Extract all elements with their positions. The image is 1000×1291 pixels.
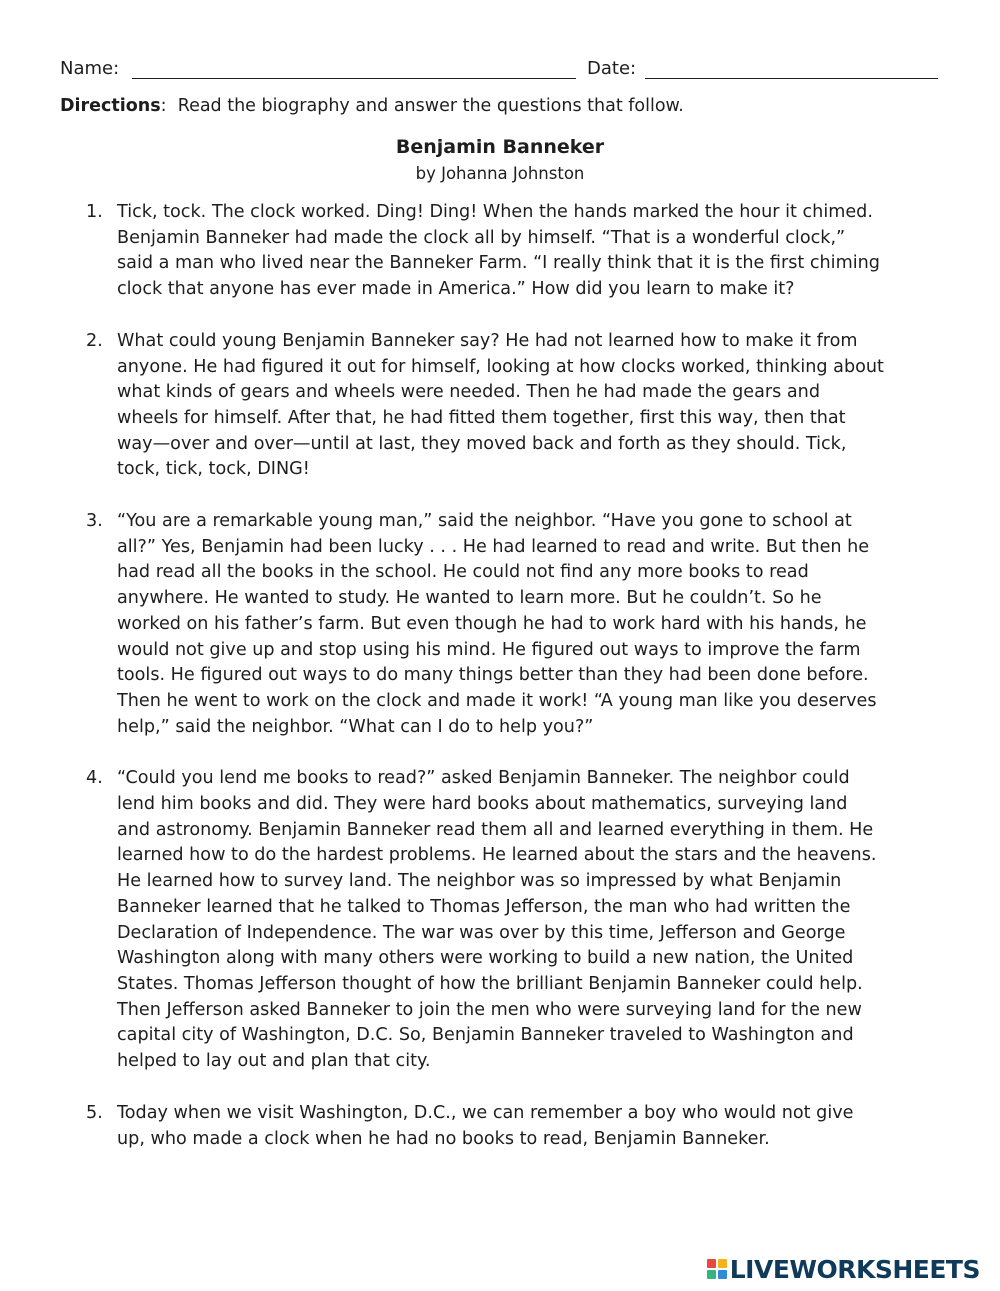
document-byline: by Johanna Johnston — [415, 164, 585, 183]
name-field-line[interactable] — [132, 78, 576, 79]
paragraph-line: all?” Yes, Benjamin had been lucky . . . He had learned to read and write. But then he — [117, 536, 870, 557]
liveworksheets-logo — [707, 1254, 980, 1284]
paragraph-1 — [86, 200, 946, 303]
paragraph-line: What could young Benjamin Banneker say? He had not learned how to make it from — [117, 330, 858, 351]
paragraph-line: lend him books and did. They were hard books about mathematics, surveying land — [117, 794, 848, 815]
paragraph-line: Tick, tock. The clock worked. Ding! Ding! When the hands marked the hour it chimed. — [117, 202, 873, 222]
paragraph-line: Washington along with many others were working to build a new nation, the United — [117, 948, 854, 969]
paragraph-line: way—over and over—until at last, they moved back and forth as they should. Tick, — [117, 433, 847, 454]
paragraph-line: would not give up and stop using his mind. He figured out ways to improve the farm — [117, 639, 861, 660]
paragraph-line: tools. He figured out ways to do many things better than they had been done before. — [117, 665, 869, 686]
directions — [60, 96, 684, 116]
paragraph-line: wheels for himself. After that, he had fitted them together, first this way, then that — [117, 407, 846, 428]
paragraph-number: 3. — [86, 511, 103, 532]
paragraph-line: Benjamin Banneker had made the clock all by himself. “That is a wonderful clock,” — [117, 227, 846, 248]
paragraph-line: and astronomy. Benjamin Banneker read them all and learned everything in them. He — [117, 819, 874, 840]
paragraph-line: “You are a remarkable young man,” said the neighbor. “Have you gone to school at — [117, 511, 852, 532]
date-field-line[interactable] — [645, 78, 938, 79]
paragraph-line: learned how to do the hardest problems. He learned about the stars and the heavens. — [117, 845, 877, 866]
date-label: Date: — [587, 58, 637, 79]
paragraph-3 — [86, 509, 946, 740]
paragraph-line: anywhere. He wanted to study. He wanted to learn more. But he couldn’t. So he — [117, 588, 822, 609]
logo-blocks-icon — [707, 1259, 727, 1279]
paragraph-2 — [86, 329, 946, 483]
logo-block — [707, 1259, 716, 1268]
paragraph-line: help,” said the neighbor. “What can I do to help you?” — [117, 716, 594, 737]
paragraph-number: 2. — [86, 330, 103, 351]
document-title: Benjamin Banneker — [395, 136, 605, 158]
name-date-row — [60, 58, 940, 84]
paragraph-line: capital city of Washington, D.C. So, Benjamin Banneker traveled to Washington and — [117, 1025, 854, 1046]
paragraph-line: what kinds of gears and wheels were needed. Then he had made the gears and — [117, 382, 820, 403]
paragraph-line: tock, tick, tock, DING! — [117, 459, 310, 480]
paragraph-4 — [86, 766, 946, 1074]
paragraph-line: “Could you lend me books to read?” asked Benjamin Banneker. The neighbor could — [117, 768, 850, 789]
paragraph-line: Today when we visit Washington, D.C., we can remember a boy who would not give — [117, 1102, 854, 1123]
biography-paragraphs — [86, 200, 946, 1178]
paragraph-line: clock that anyone has ever made in America.” How did you learn to make it? — [117, 279, 795, 300]
paragraph-line: He learned how to survey land. The neighbor was so impressed by what Benjamin — [117, 871, 842, 892]
paragraph-line: Banneker learned that he talked to Thomas Jefferson, the man who had written the — [117, 896, 851, 917]
logo-block — [718, 1270, 727, 1279]
paragraph-number: 5. — [86, 1102, 103, 1123]
paragraph-line: worked on his father’s farm. But even though he had to work hard with his hands, he — [117, 613, 867, 634]
name-label: Name: — [60, 58, 120, 79]
directions-text: : Read the biography and answer the questions that follow. — [160, 96, 684, 116]
paragraph-line: Then he went to work on the clock and made it work! “A young man like you deserves — [117, 690, 877, 711]
logo-wordmark: LIVEWORKSHEETS — [729, 1254, 980, 1284]
paragraph-line: Declaration of Independence. The war was over by this time, Jefferson and George — [117, 922, 846, 943]
paragraph-line: up, who made a clock when he had no books to read, Benjamin Banneker. — [117, 1128, 770, 1149]
logo-block — [707, 1270, 716, 1279]
paragraph-line: Then Jefferson asked Banneker to join the men who were surveying land for the new — [117, 999, 862, 1020]
paragraph-line: helped to lay out and plan that city. — [117, 1051, 431, 1072]
paragraph-number: 4. — [86, 768, 103, 789]
logo-block — [718, 1259, 727, 1268]
paragraph-5 — [86, 1101, 946, 1152]
paragraph-number: 1. — [86, 202, 103, 222]
paragraph-line: States. Thomas Jefferson thought of how the brilliant Benjamin Banneker could help. — [117, 973, 863, 994]
paragraph-line: anyone. He had figured it out for himself, looking at how clocks worked, thinking about — [117, 356, 884, 377]
paragraph-line: said a man who lived near the Banneker Farm. “I really think that it is the first chiming — [117, 253, 880, 274]
directions-label: Directions — [60, 96, 161, 116]
paragraph-line: had read all the books in the school. He could not find any more books to read — [117, 562, 809, 583]
